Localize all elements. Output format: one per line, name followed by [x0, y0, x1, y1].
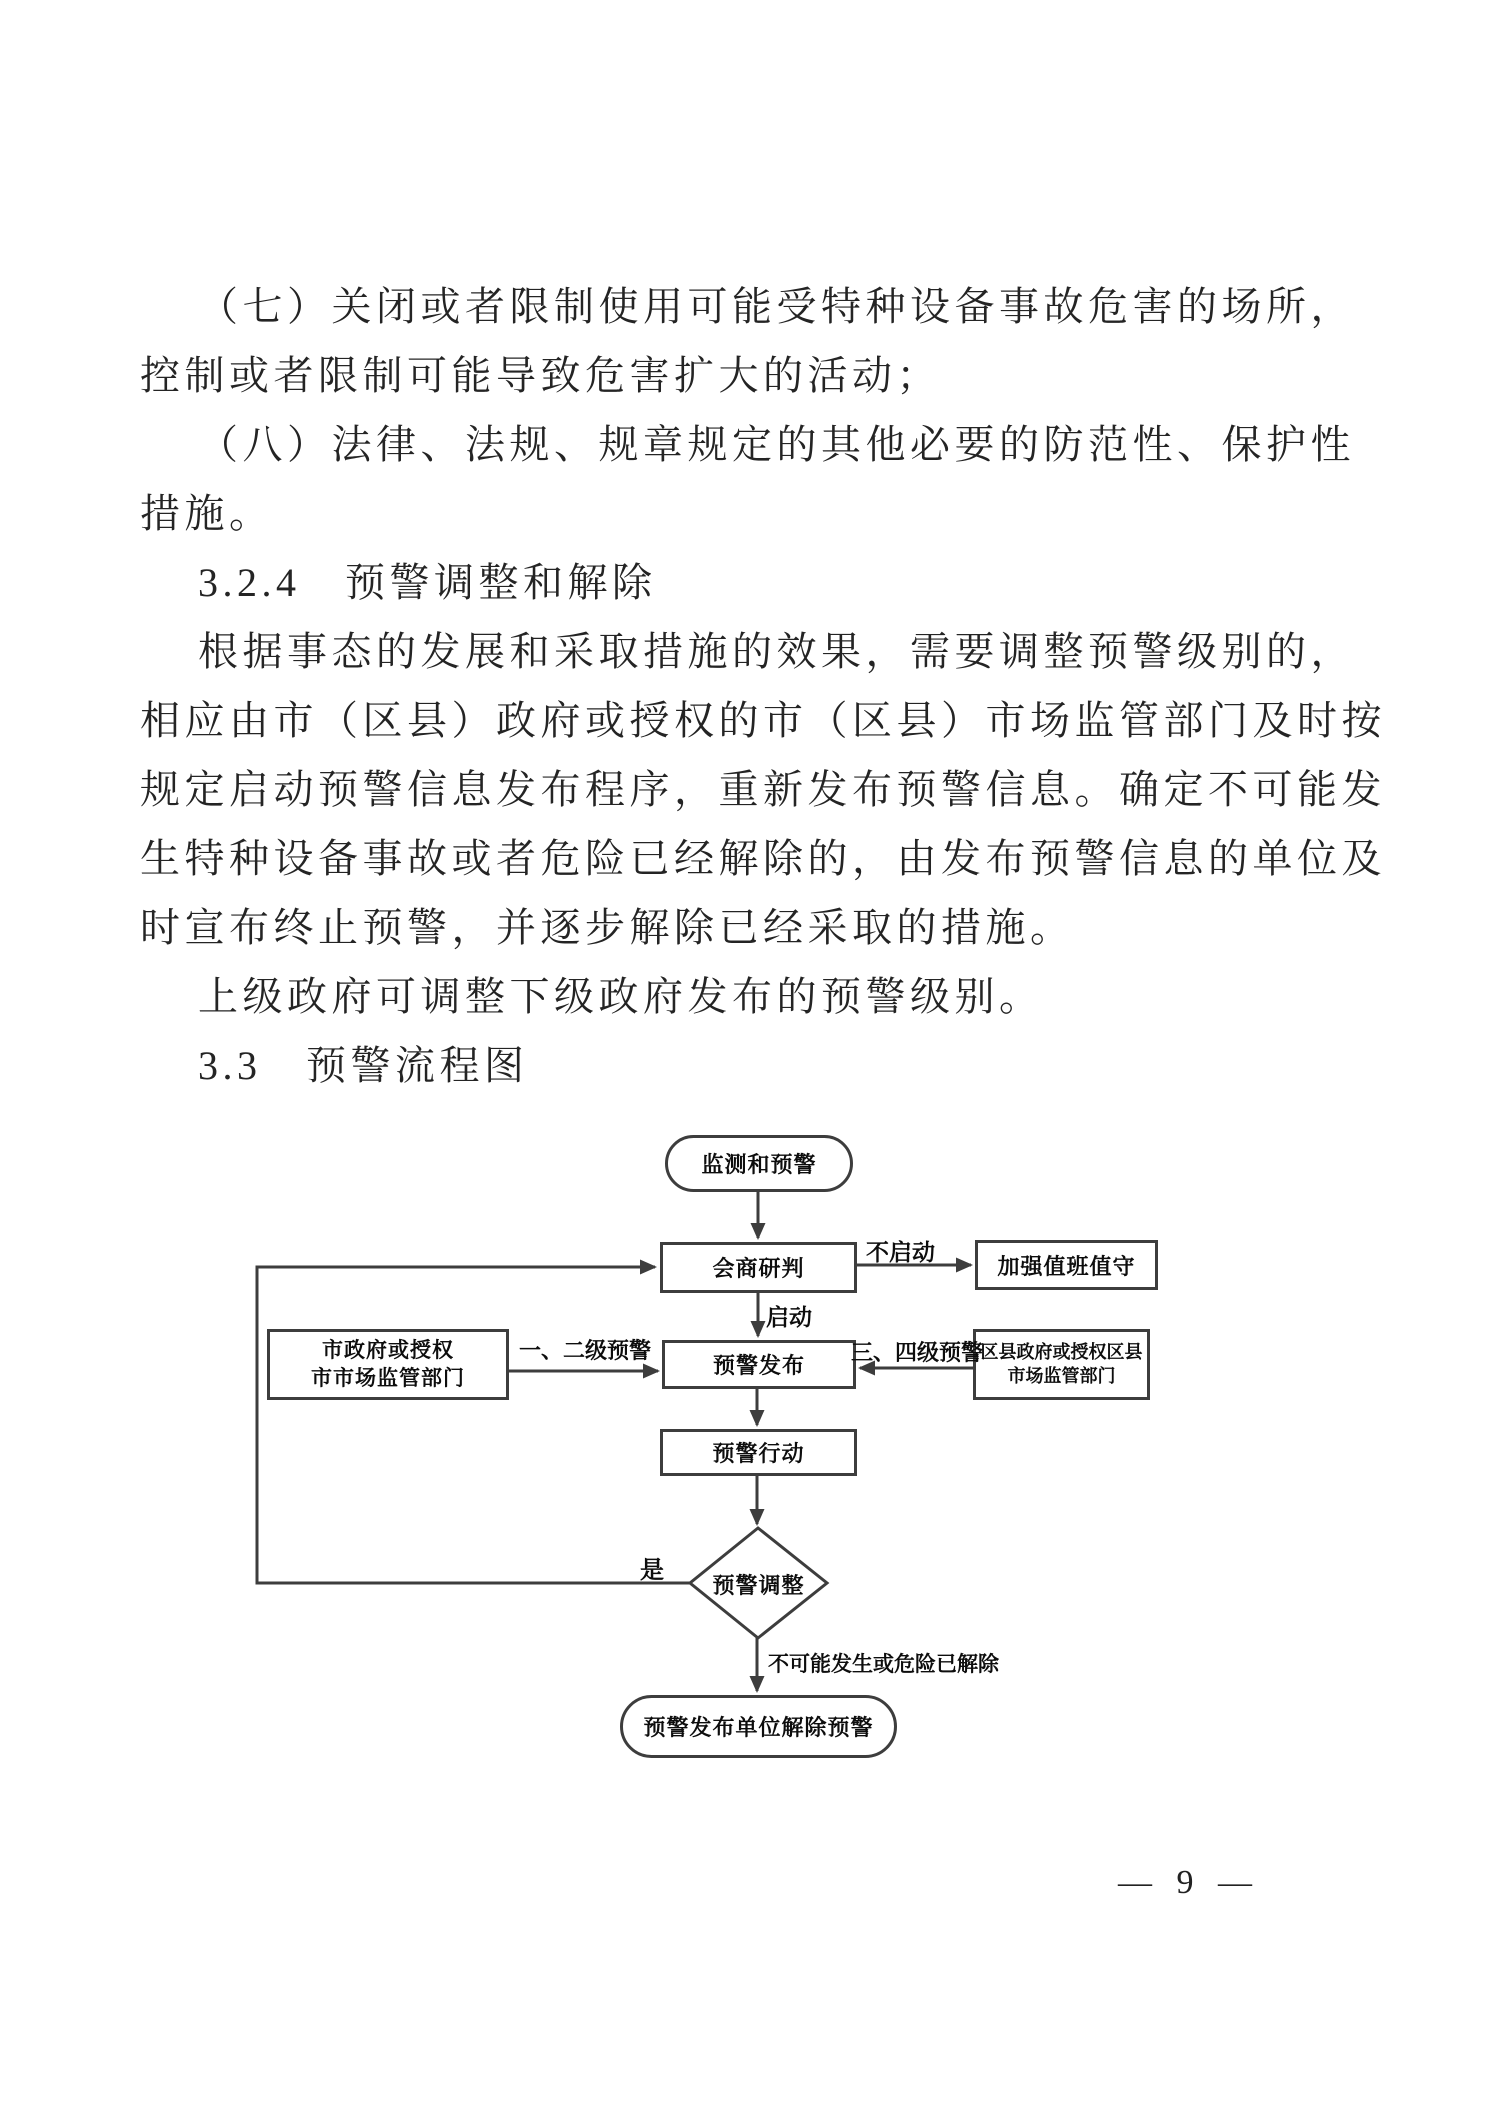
doc-line: 措施。 — [140, 491, 274, 536]
node-warning-release: 预警发布 — [662, 1340, 856, 1389]
edge-label-no-start: 不启动 — [866, 1239, 935, 1265]
node-start-monitoring: 监测和预警 — [665, 1135, 853, 1192]
feedback-loop-adjust-to-consult — [257, 1267, 690, 1583]
section-heading-3-3: 3.3 预警流程图 — [198, 1043, 529, 1088]
doc-line: 上级政府可调整下级政府发布的预警级别。 — [198, 974, 1044, 1019]
node-consultation-judgment: 会商研判 — [660, 1242, 857, 1293]
doc-line: （七）关闭或者限制使用可能受特种设备事故危害的场所， — [198, 284, 1355, 329]
edge-label-level-3-4: 三、四级预警 — [851, 1340, 984, 1365]
doc-line: 生特种设备事故或者危险已经解除的，由发布预警信息的单位及 — [140, 836, 1386, 881]
node-city-government-line2: 市市场监管部门 — [311, 1366, 465, 1390]
node-district-government-line1: 区县政府或授权区县 — [980, 1342, 1143, 1363]
doc-line: 根据事态的发展和采取措施的效果，需要调整预警级别的， — [198, 629, 1355, 674]
edge-label-level-1-2: 一、二级预警 — [519, 1338, 652, 1363]
doc-line: 时宣布终止预警，并逐步解除已经采取的措施。 — [140, 905, 1075, 950]
doc-line: 控制或者限制可能导致危害扩大的活动； — [140, 353, 941, 398]
edge-label-yes: 是 — [640, 1557, 664, 1584]
node-strengthen-duty: 加强值班值守 — [975, 1240, 1158, 1290]
page-number: — 9 — — [1118, 1864, 1260, 1901]
node-district-government — [973, 1329, 1150, 1400]
section-heading-3-2-4: 3.2.4 预警调整和解除 — [198, 560, 657, 605]
doc-line: 规定启动预警信息发布程序，重新发布预警信息。确定不可能发 — [140, 767, 1386, 812]
edge-label-start: 启动 — [766, 1304, 812, 1330]
doc-line: （八）法律、法规、规章规定的其他必要的防范性、保护性 — [198, 422, 1355, 467]
node-warning-adjust-label: 预警调整 — [712, 1572, 805, 1598]
edge-label-resolved: 不可能发生或危险已解除 — [768, 1653, 999, 1676]
node-warning-action: 预警行动 — [660, 1429, 857, 1476]
node-district-government-line2: 市场监管部门 — [1007, 1365, 1116, 1386]
node-city-government-line1: 市政府或授权 — [322, 1339, 454, 1363]
node-city-government — [267, 1329, 509, 1400]
doc-line: 相应由市（区县）政府或授权的市（区县）市场监管部门及时按 — [140, 698, 1386, 743]
node-end-release-unit-cancels: 预警发布单位解除预警 — [620, 1695, 897, 1758]
